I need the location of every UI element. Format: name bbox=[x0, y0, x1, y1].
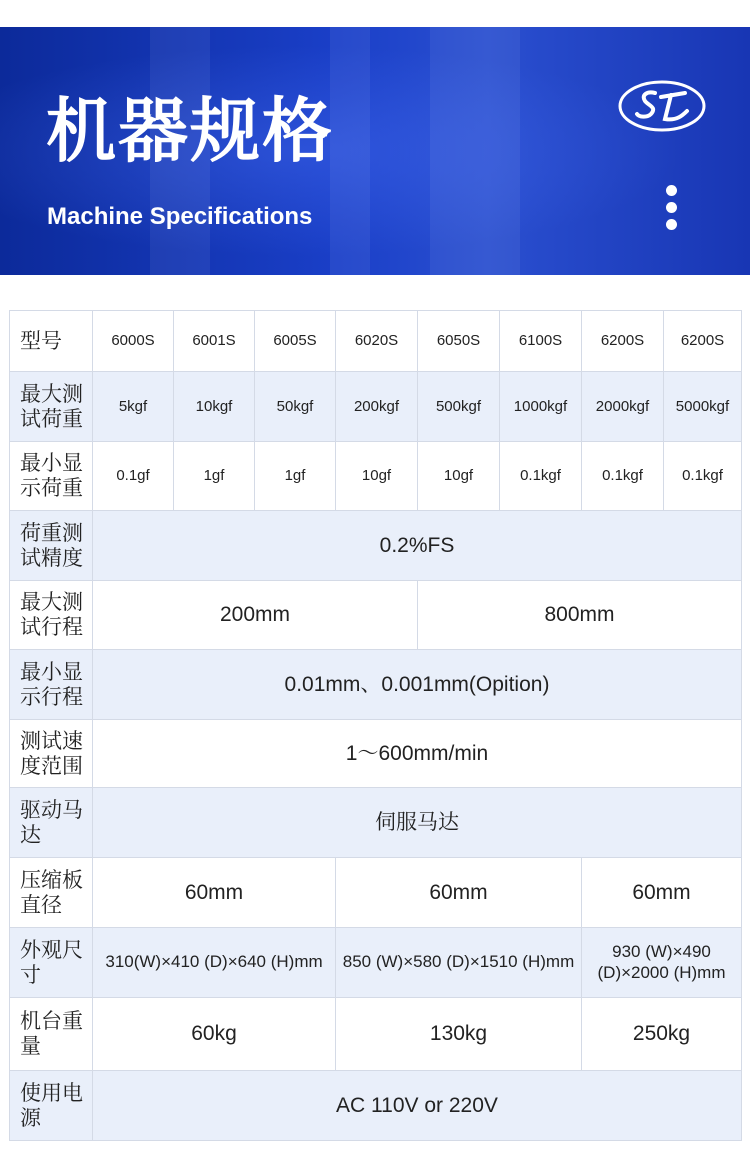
table-row bbox=[10, 1071, 742, 1141]
table-cell: AC 110V or 220V bbox=[93, 1071, 742, 1141]
banner-light-stripe bbox=[430, 27, 520, 275]
table-cell: 60mm bbox=[93, 858, 336, 928]
table-cell: 200kgf bbox=[336, 372, 418, 442]
table-cell: 850 (W)×580 (D)×1510 (H)mm bbox=[336, 928, 582, 998]
vertical-dots-icon[interactable] bbox=[664, 185, 678, 231]
table-row bbox=[10, 311, 742, 372]
table-cell: 10gf bbox=[418, 442, 500, 511]
row-label: 最小显示荷重 bbox=[10, 442, 93, 511]
table-row bbox=[10, 442, 742, 511]
row-label: 最大测试荷重 bbox=[10, 372, 93, 442]
table-cell: 0.1kgf bbox=[582, 442, 664, 511]
table-row bbox=[10, 511, 742, 581]
table-cell: 0.2%FS bbox=[93, 511, 742, 581]
header-banner bbox=[0, 27, 750, 275]
table-cell: 200mm bbox=[93, 581, 418, 650]
table-row bbox=[10, 858, 742, 928]
table-cell: 800mm bbox=[418, 581, 742, 650]
spec-table bbox=[9, 310, 742, 1141]
table-cell: 6200S bbox=[582, 311, 664, 372]
row-label: 测试速度范围 bbox=[10, 720, 93, 788]
table-cell: 6001S bbox=[174, 311, 255, 372]
table-row bbox=[10, 650, 742, 720]
table-cell: 60mm bbox=[582, 858, 742, 928]
row-label: 驱动马达 bbox=[10, 788, 93, 858]
table-cell: 250kg bbox=[582, 998, 742, 1071]
table-cell: 0.1kgf bbox=[664, 442, 742, 511]
st-logo-icon bbox=[617, 79, 707, 133]
table-cell: 6050S bbox=[418, 311, 500, 372]
row-label: 最大测试行程 bbox=[10, 581, 93, 650]
row-label: 荷重测试精度 bbox=[10, 511, 93, 581]
table-cell: 1～600mm/min bbox=[93, 720, 742, 788]
table-row bbox=[10, 928, 742, 998]
table-cell: 60kg bbox=[93, 998, 336, 1071]
table-cell: 930 (W)×490 (D)×2000 (H)mm bbox=[582, 928, 742, 998]
row-label: 压缩板直径 bbox=[10, 858, 93, 928]
row-label: 机台重量 bbox=[10, 998, 93, 1071]
table-cell: 1gf bbox=[174, 442, 255, 511]
table-cell: 500kgf bbox=[418, 372, 500, 442]
table-cell: 2000kgf bbox=[582, 372, 664, 442]
table-cell: 5000kgf bbox=[664, 372, 742, 442]
table-row bbox=[10, 788, 742, 858]
table-cell: 50kgf bbox=[255, 372, 336, 442]
page-title: 机器规格 bbox=[46, 90, 334, 172]
table-row bbox=[10, 581, 742, 650]
table-cell: 6020S bbox=[336, 311, 418, 372]
table-cell: 10gf bbox=[336, 442, 418, 511]
table-cell: 310(W)×410 (D)×640 (H)mm bbox=[93, 928, 336, 998]
table-cell: 0.1gf bbox=[93, 442, 174, 511]
table-row bbox=[10, 372, 742, 442]
row-label: 型号 bbox=[10, 311, 93, 372]
table-cell: 伺服马达 bbox=[93, 788, 742, 858]
banner-light-stripe bbox=[330, 27, 370, 275]
table-row bbox=[10, 998, 742, 1071]
table-row bbox=[10, 720, 742, 788]
table-cell: 130kg bbox=[336, 998, 582, 1071]
table-cell: 60mm bbox=[336, 858, 582, 928]
table-cell: 10kgf bbox=[174, 372, 255, 442]
table-cell: 6005S bbox=[255, 311, 336, 372]
table-cell: 6200S bbox=[664, 311, 742, 372]
row-label: 使用电源 bbox=[10, 1071, 93, 1141]
table-cell: 5kgf bbox=[93, 372, 174, 442]
table-cell: 6000S bbox=[93, 311, 174, 372]
row-label: 最小显示行程 bbox=[10, 650, 93, 720]
table-cell: 0.01mm、0.001mm(Opition) bbox=[93, 650, 742, 720]
table-cell: 1gf bbox=[255, 442, 336, 511]
row-label: 外观尺寸 bbox=[10, 928, 93, 998]
page-subtitle: Machine Specifications bbox=[47, 203, 313, 230]
table-cell: 0.1kgf bbox=[500, 442, 582, 511]
table-cell: 6100S bbox=[500, 311, 582, 372]
table-cell: 1000kgf bbox=[500, 372, 582, 442]
